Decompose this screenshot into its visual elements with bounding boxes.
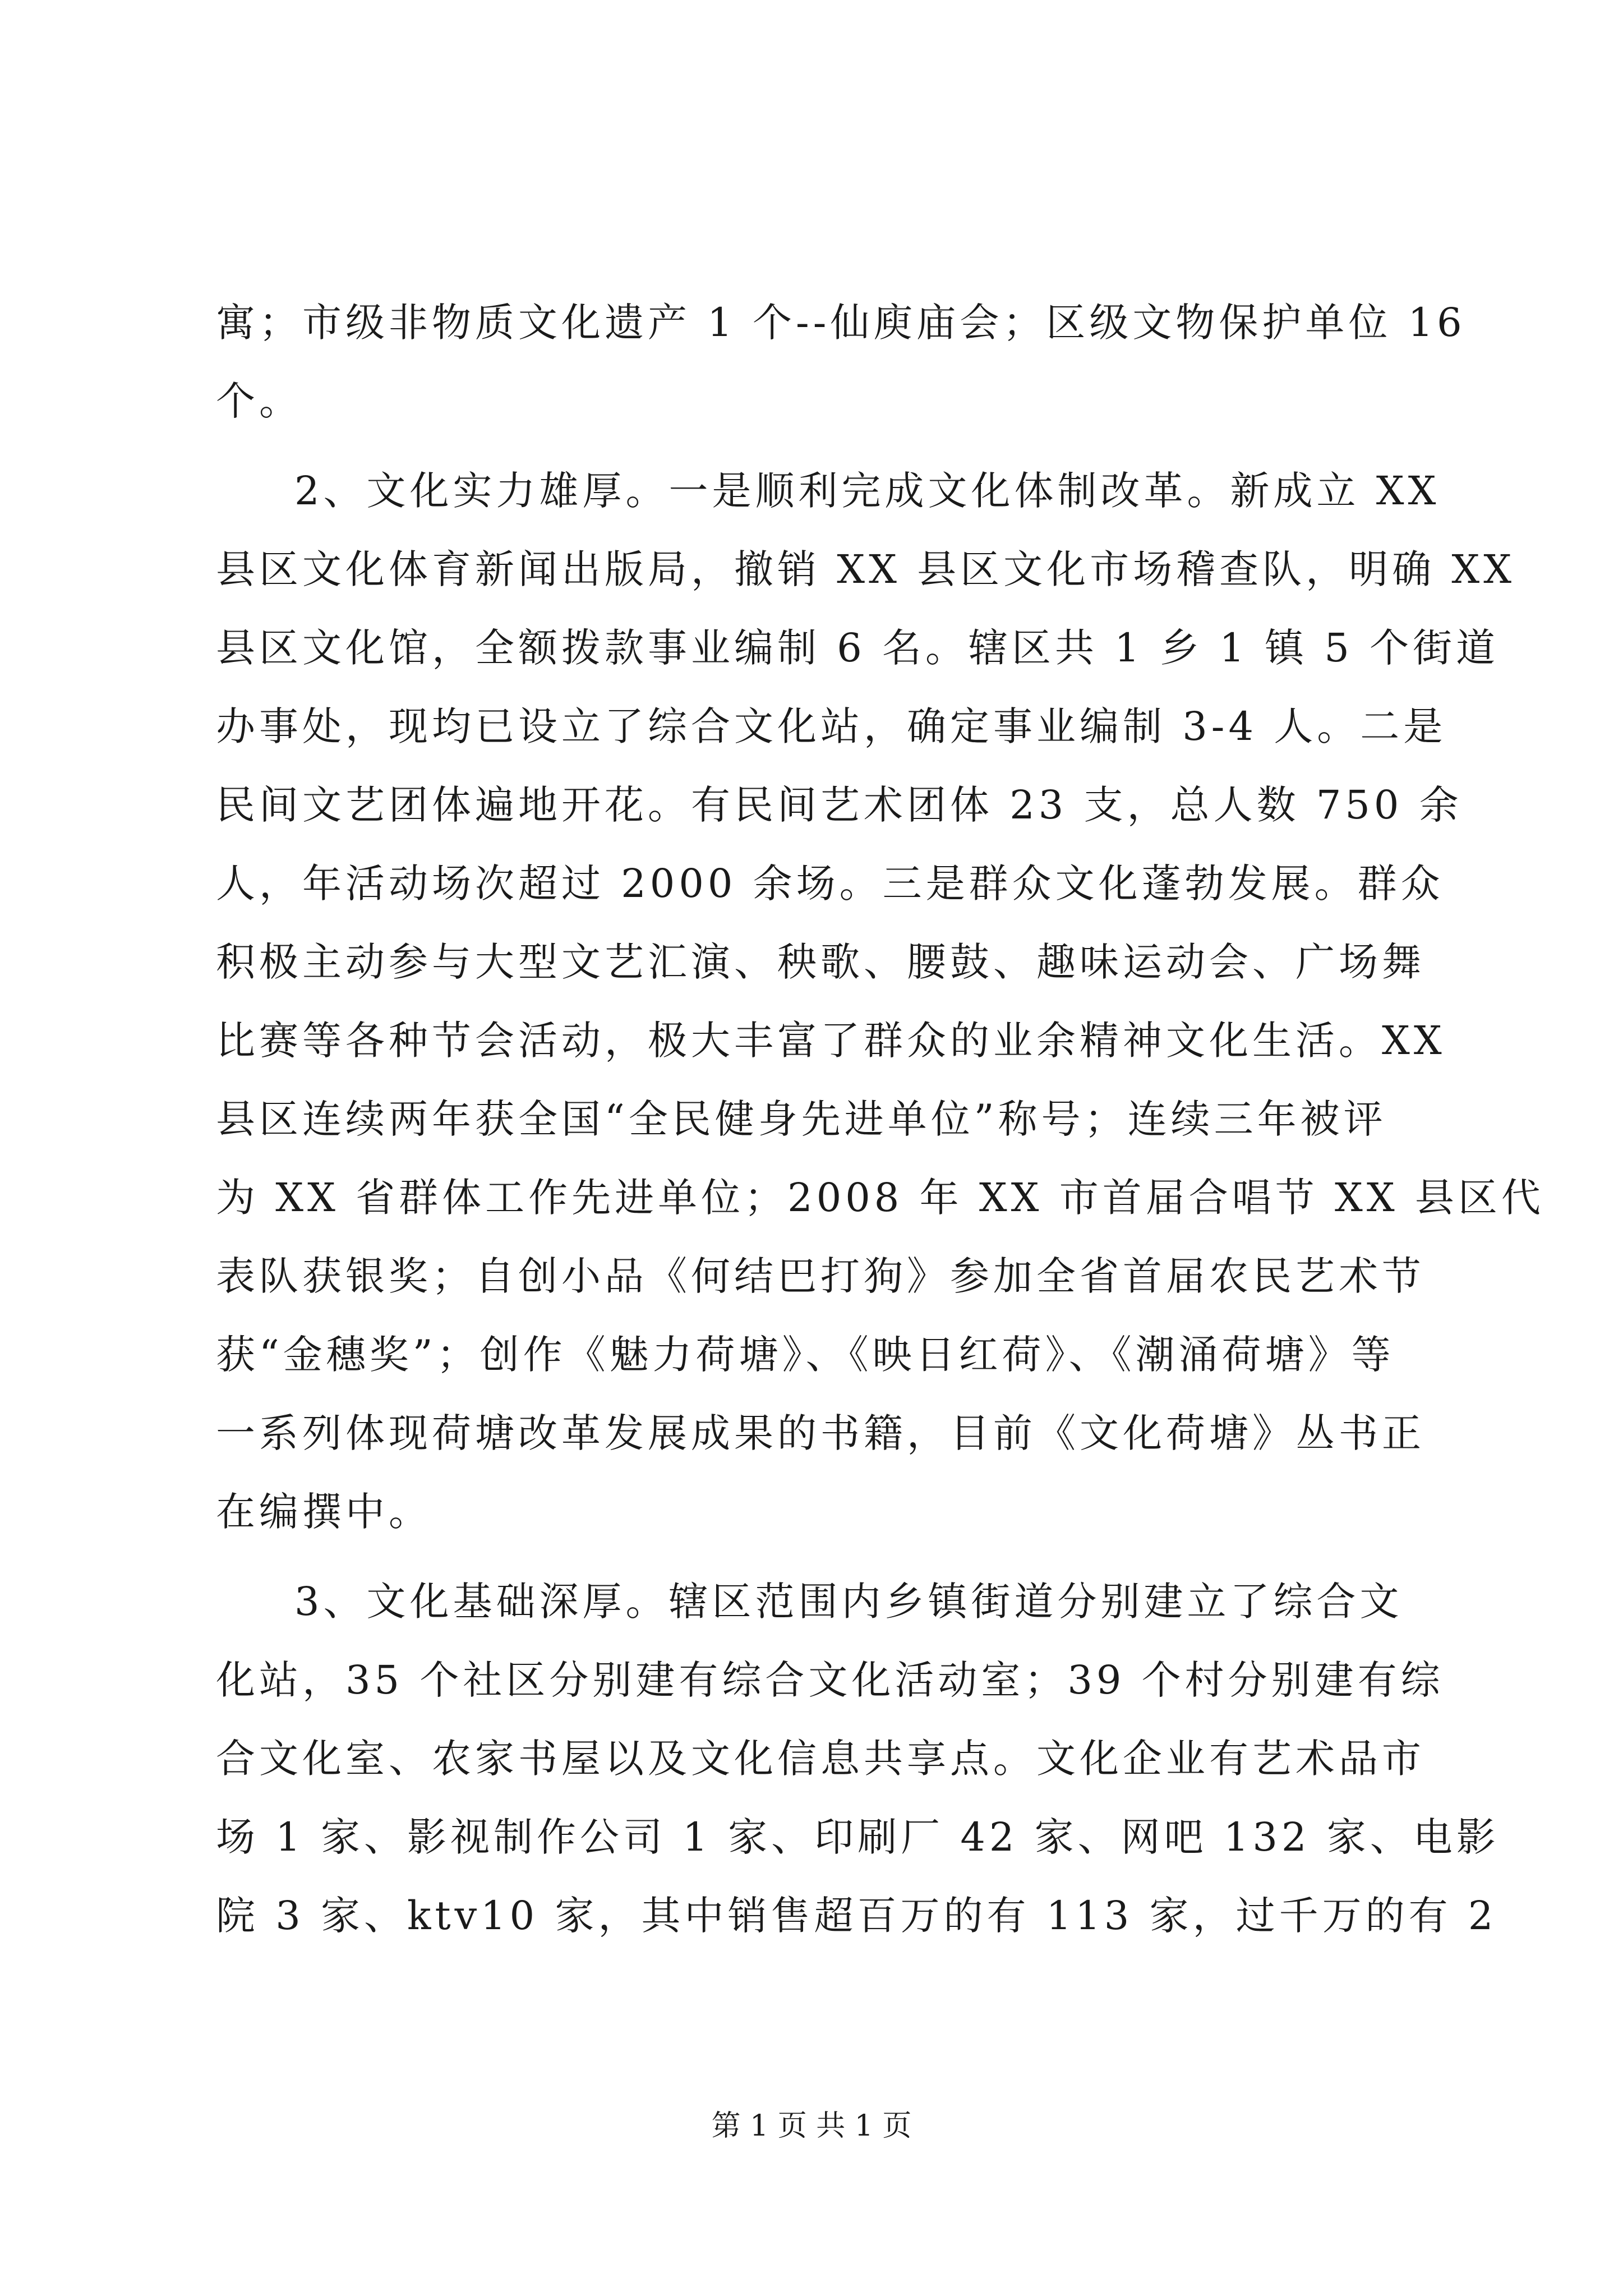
text-line-11: 县区连续两年获全国“全民健身先进单位”称号；连续三年被评 xyxy=(216,1096,1387,1142)
text-line-10: 比赛等各种节会活动，极大丰富了群众的业余精神文化生活。XX xyxy=(216,1018,1446,1064)
paragraph-2-line-1: 2、文化实力雄厚。一是顺利完成文化体制改革。新成立 XX xyxy=(294,468,1440,514)
text-line-8: 人，年活动场次超过 2000 余场。三是群众文化蓬勃发展。群众 xyxy=(216,861,1444,907)
text-line-18: 化站，35 个社区分别建有综合文化活动室；39 个村分别建有综 xyxy=(216,1657,1444,1703)
page-footer: 第 1 页 共 1 页 xyxy=(711,2109,912,2143)
text-line-4: 县区文化体育新闻出版局，撤销 XX 县区文化市场稽查队，明确 XX xyxy=(216,546,1516,592)
text-line-12: 为 XX 省群体工作先进单位；2008 年 XX 市首届合唱节 XX 县区代 xyxy=(216,1175,1544,1221)
text-line-9: 积极主动参与大型文艺汇演、秧歌、腰鼓、趣味运动会、广场舞 xyxy=(216,939,1425,985)
paragraph-3-line-1: 3、文化基础深厚。辖区范围内乡镇街道分别建立了综合文 xyxy=(294,1579,1403,1625)
text-line-20: 场 1 家、影视制作公司 1 家、印刷厂 42 家、网吧 132 家、电影 xyxy=(216,1814,1500,1860)
text-line-6: 办事处，现均已设立了综合文化站，确定事业编制 3-4 人。二是 xyxy=(216,703,1447,749)
text-line-16: 在编撰中。 xyxy=(216,1489,432,1535)
text-line-14: 获“金穗奖”；创作《魅力荷塘》、《映日红荷》、《潮涌荷塘》等 xyxy=(216,1332,1395,1378)
text-line-1: 寓；市级非物质文化遗产 1 个--仙庾庙会；区级文物保护单位 16 xyxy=(216,300,1466,346)
text-line-21: 院 3 家、ktv10 家，其中销售超百万的有 113 家，过千万的有 2 xyxy=(216,1893,1497,1939)
text-line-2: 个。 xyxy=(216,378,302,424)
text-line-19: 合文化室、农家书屋以及文化信息共享点。文化企业有艺术品市 xyxy=(216,1736,1425,1782)
text-line-13: 表队获银奖；自创小品《何结巴打狗》参加全省首届农民艺术节 xyxy=(216,1253,1425,1299)
text-line-15: 一系列体现荷塘改革发展成果的书籍，目前《文化荷塘》丛书正 xyxy=(216,1410,1425,1456)
text-line-5: 县区文化馆，全额拨款事业编制 6 名。辖区共 1 乡 1 镇 5 个街道 xyxy=(216,625,1500,671)
text-line-7: 民间文艺团体遍地开花。有民间艺术团体 23 支，总人数 750 余 xyxy=(216,782,1463,828)
